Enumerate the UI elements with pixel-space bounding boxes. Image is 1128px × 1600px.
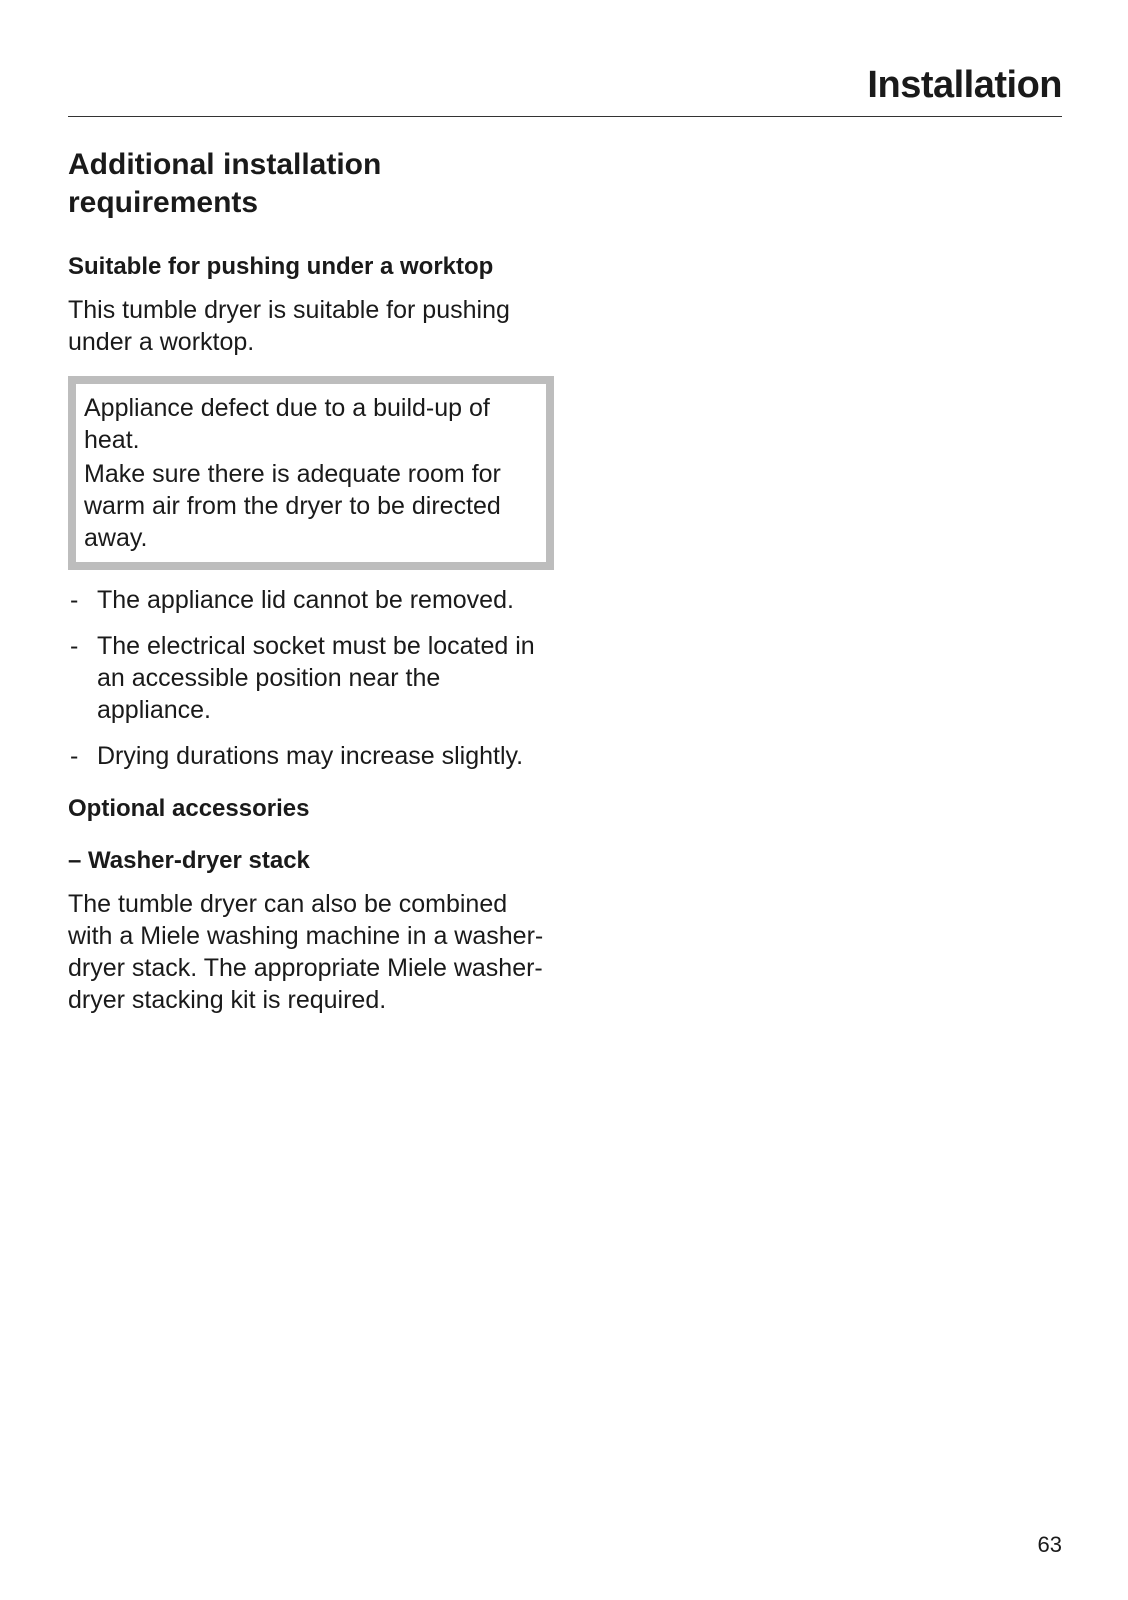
warning-box [68,376,554,570]
bullet-dash: - [70,632,79,660]
page-number: 63 [1037,1532,1062,1557]
warning-line-1: Appliance defect due to a build-up of heat. [84,394,490,454]
bullet-dash: - [70,742,79,770]
requirements-list [68,584,554,772]
bullet-dash: - [70,586,79,614]
page-header [68,62,1062,117]
intro-paragraph: This tumble dryer is suitable for pushing under a worktop. [68,296,510,356]
main-content [68,146,554,1016]
section-title [68,146,554,222]
page-header-title: Installation [867,64,1062,106]
subheading-worktop: Suitable for pushing under a worktop [68,253,494,280]
subheading-washer-dryer-stack: – Washer-dryer stack [68,847,310,874]
stack-paragraph: The tumble dryer can also be combined with a Miele washing machine in a washer-dryer stack. The appropriate Miele washer-dryer stacking kit is required. [68,890,544,1014]
list-item [68,740,554,772]
list-item [68,630,554,726]
list-item [68,584,554,616]
list-item-text: The appliance lid cannot be removed. [97,586,514,614]
list-item-text: The electrical socket must be located in an accessible position near the appliance. [97,632,535,724]
section-title-line2: requirements [68,186,259,219]
subheading-accessories: Optional accessories [68,795,310,822]
list-item-text: Drying durations may increase slightly. [97,742,524,770]
warning-line-2: Make sure there is adequate room for warm air from the dryer to be directed away. [84,460,501,552]
section-title-line1: Additional installation [68,148,382,181]
